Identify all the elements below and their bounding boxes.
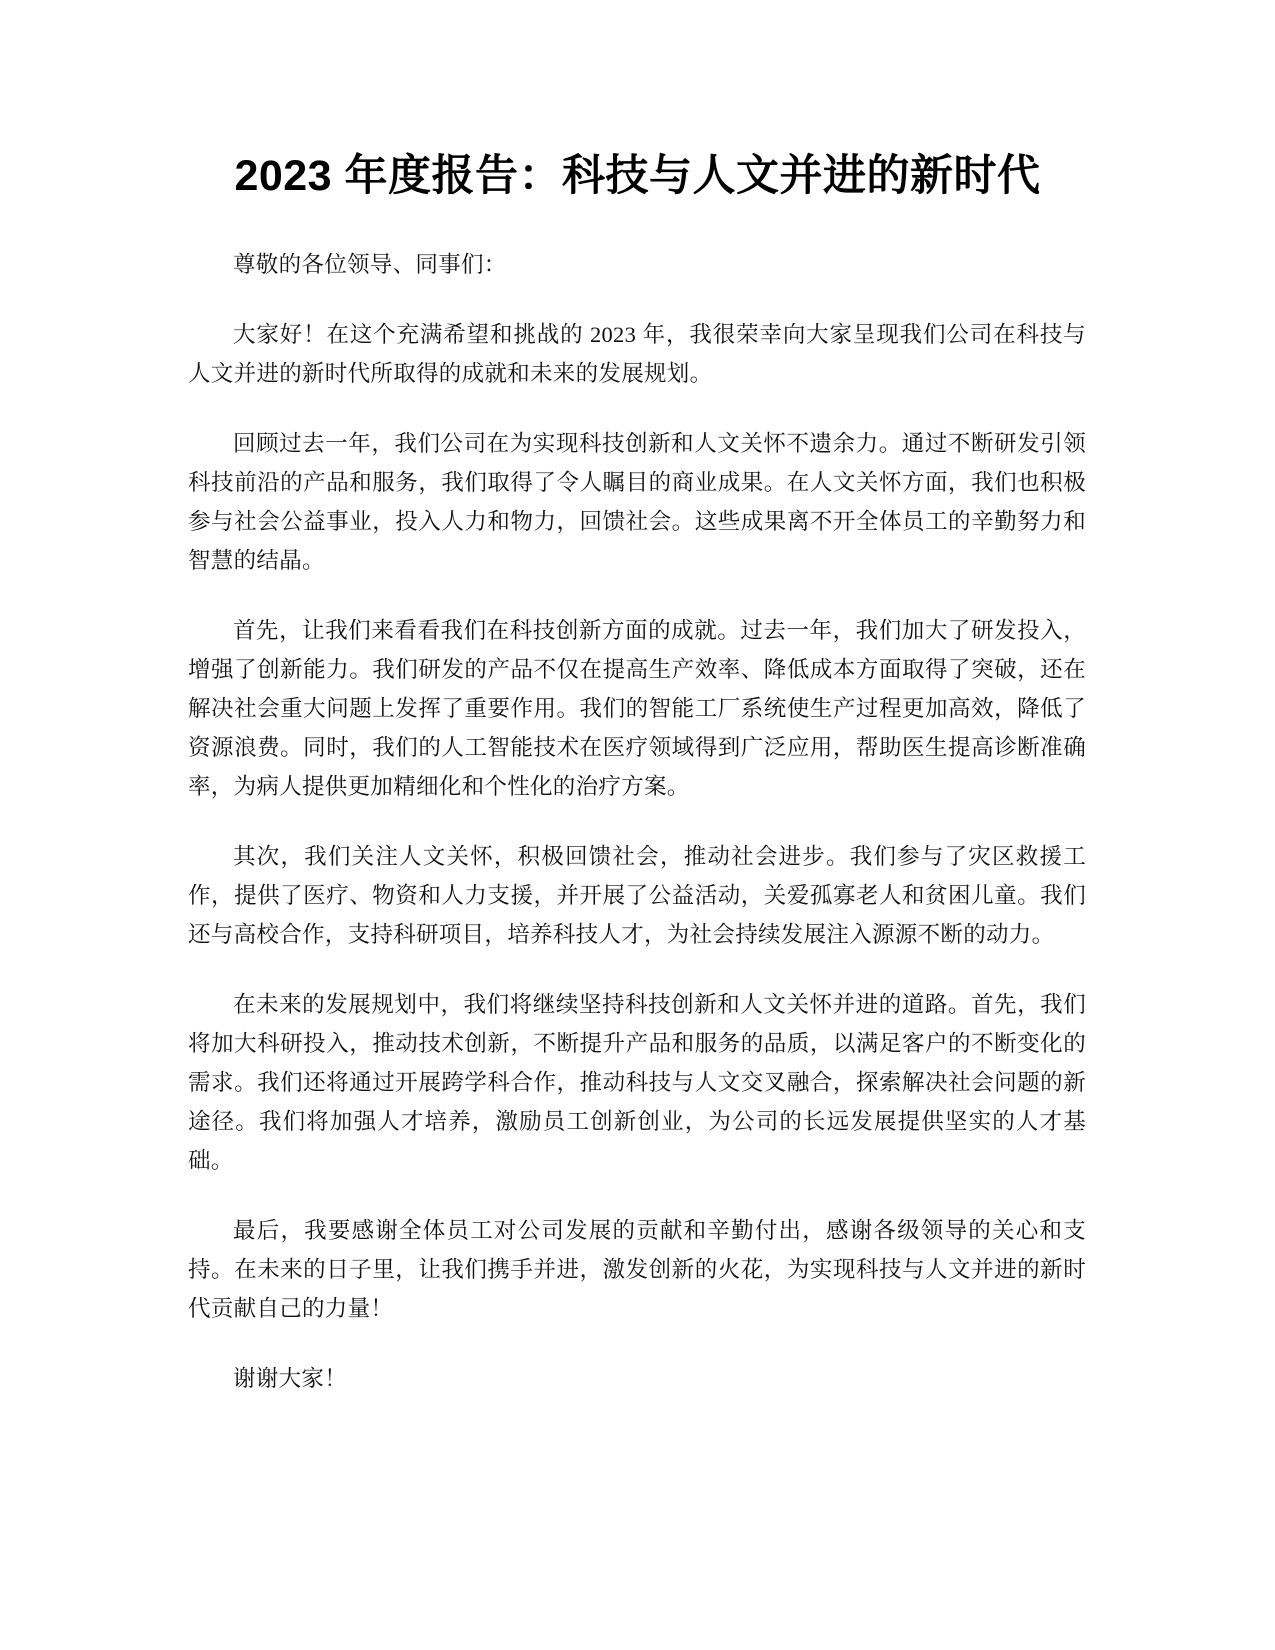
document-title: 2023 年度报告：科技与人文并进的新时代: [234, 152, 1041, 200]
paragraph-tech-achievements: 首先，让我们来看看我们在科技创新方面的成就。过去一年，我们加大了研发投入，增强了创新能力。我们研发的产品不仅在提高生产效率、降低成本方面取得了突破，还在解决社会重大问题上发挥了重要作用。我们的智能工厂系统使生产过程更加高效，降低了资源浪费。同时，我们的人工智能技术在医疗领域得到广泛应用，帮助医生提高诊断准确率，为病人提供更加精细化和个性化的治疗方案。: [188, 618, 1086, 799]
paragraph-future-plan: 在未来的发展规划中，我们将继续坚持科技创新和人文关怀并进的道路。首先，我们将加大科研投入，推动技术创新，不断提升产品和服务的品质，以满足客户的不断变化的需求。我们还将通过开展跨学科合作，推动科技与人文交叉融合，探索解决社会问题的新途径。我们将加强人才培养，激励员工创新创业，为公司的长远发展提供坚实的人才基础。: [188, 992, 1086, 1173]
paragraph-review: 回顾过去一年，我们公司在为实现科技创新和人文关怀不遗余力。通过不断研发引领科技前沿的产品和服务，我们取得了令人瞩目的商业成果。在人文关怀方面，我们也积极参与社会公益事业，投入人力和物力，回馈社会。这些成果离不开全体员工的辛勤努力和智慧的结晶。: [188, 431, 1086, 573]
paragraph-closing: 谢谢大家！: [233, 1366, 348, 1391]
paragraph-greeting: 大家好！在这个充满希望和挑战的 2023 年，我很荣幸向大家呈现我们公司在科技与人文并进的新时代所取得的成就和未来的发展规划。: [188, 322, 1086, 386]
paragraph-social-care: 其次，我们关注人文关怀，积极回馈社会，推动社会进步。我们参与了灾区救援工作，提供了医疗、物资和人力支援，并开展了公益活动，关爱孤寡老人和贫困儿童。我们还与高校合作，支持科研项目，培养科技人才，为社会持续发展注入源源不断的动力。: [188, 844, 1086, 947]
document-body: [188, 245, 1086, 1429]
paragraph-salutation: 尊敬的各位领导、同事们：: [233, 252, 507, 277]
paragraph-thanks: 最后，我要感谢全体员工对公司发展的贡献和辛勤付出，感谢各级领导的关心和支持。在未来的日子里，让我们携手并进，激发创新的火花，为实现科技与人文并进的新时代贡献自己的力量！: [188, 1218, 1086, 1321]
